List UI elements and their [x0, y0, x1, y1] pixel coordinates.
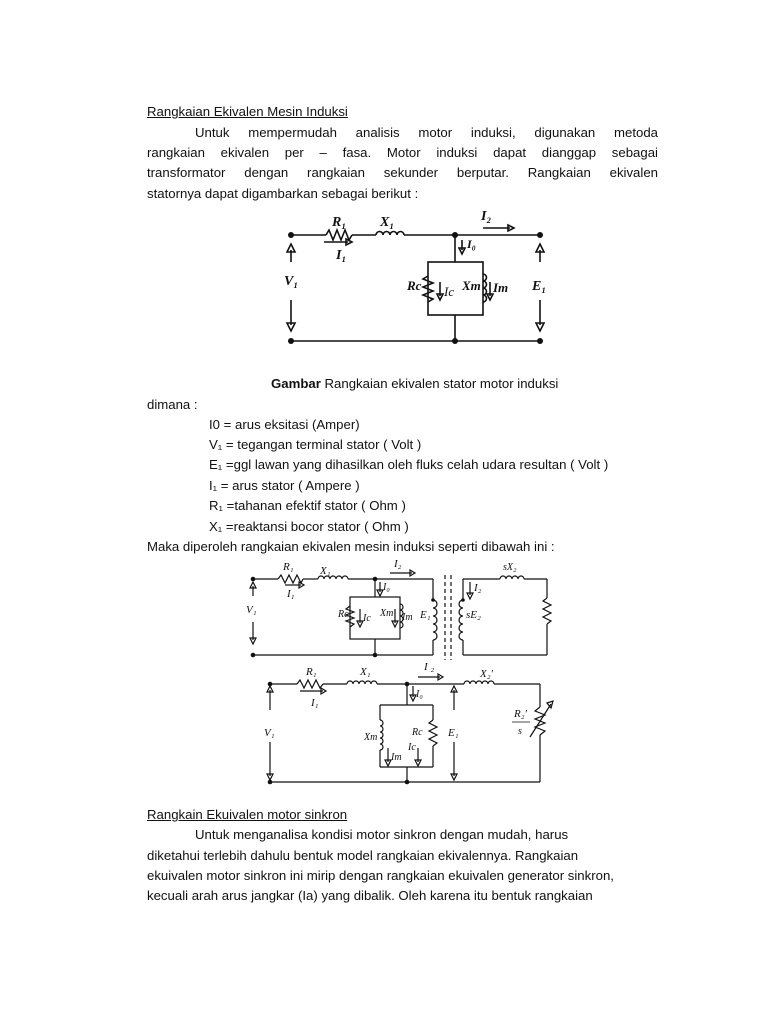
label-i0: I₀ [383, 582, 390, 593]
definition-item-v1: V₁ = tegangan terminal stator ( Volt ) [209, 437, 422, 452]
paragraph2-line-2: diketahui terlebih dahulu bentuk model rangkaian ekivalennya. Rangkaian [147, 848, 579, 863]
label-x2: X₂' [480, 668, 493, 680]
label-i0: I₀ [416, 689, 423, 700]
label-ic: Ic [363, 613, 371, 624]
label-se2: sE₂ [466, 609, 481, 621]
label-x1: X₁ [320, 565, 331, 577]
definition-item-i0: I0 = arus eksitasi (Amper) [209, 417, 360, 432]
label-e1: E₁ [448, 727, 459, 739]
section-heading-induksi: Rangkaian Ekivalen Mesin Induksi [147, 104, 348, 119]
label-im: Im [402, 612, 413, 623]
label-i1: I₁ [311, 697, 319, 709]
label-v1: V₁ [284, 274, 299, 289]
label-i2: I ₂ [424, 661, 435, 673]
label-ic: Ic [444, 284, 455, 299]
label-i0: I₀ [467, 237, 476, 251]
caption-text: Rangkaian ekivalen stator motor induksi [320, 376, 559, 391]
paragraph-line-4: statornya dapat digambarkan sebagai berikut : [147, 186, 419, 201]
label-sx2: sX₂ [503, 562, 517, 573]
label-x1: X₁ [360, 666, 371, 678]
label-r1: R₁ [306, 666, 317, 678]
paragraph2-line-4: kecuali arah arus jangkar (Ia) yang dibalik. Oleh karena itu bentuk rangkaian [147, 888, 593, 903]
label-r1: R₁ [332, 215, 347, 230]
label-ic: Ic [408, 742, 416, 753]
paragraph-line-3: transformator dengan rangkaian sekunder berputar. Rangkaian ekivalen [147, 165, 658, 180]
paragraph2-line-1: Untuk menganalisa kondisi motor sinkron dengan mudah, harus [195, 827, 569, 842]
paragraph2-line-3: ekuivalen motor sinkron ini mirip dengan rangkaian ekuivalen generator sinkron, [147, 868, 614, 883]
definition-item-x1: X₁ =reaktansi bocor stator ( Ohm ) [209, 519, 409, 534]
label-i2-secondary: I₂ [474, 582, 482, 594]
definition-item-e1: E₁ =ggl lawan yang dihasilkan oleh fluks celah udara resultan ( Volt ) [209, 457, 609, 472]
label-xm: Xm [364, 732, 378, 743]
label-e1: E₁ [420, 609, 431, 621]
label-im: Im [391, 752, 402, 763]
label-i1: I₁ [336, 248, 347, 263]
definitions-outro: Maka diperoleh rangkaian ekivalen mesin induksi seperti dibawah ini : [147, 539, 555, 554]
label-e1: E₁ [532, 279, 547, 294]
label-x1: X₁ [380, 215, 395, 230]
section-heading-sinkron: Rangkain Ekuivalen motor sinkron [147, 807, 348, 822]
paragraph-line-1: Untuk mempermudah analisis motor induksi, digunakan metoda [195, 125, 658, 140]
definition-item-r1: R₁ =tahanan efektif stator ( Ohm ) [209, 498, 406, 513]
label-s: s [518, 726, 522, 737]
label-i2: I₂ [481, 209, 492, 224]
label-xm: Xm [380, 608, 394, 619]
label-v1: V₁ [264, 727, 275, 739]
paragraph-line-2: rangkaian ekivalen per – fasa. Motor induksi dapat dianggap sebagai [147, 145, 658, 160]
label-i1: I₁ [287, 588, 295, 600]
definition-item-i1: I₁ = arus stator ( Ampere ) [209, 478, 360, 493]
label-rc: Rc [412, 727, 423, 738]
label-v1: V₁ [246, 604, 257, 616]
label-xm: Xm [462, 278, 481, 293]
definitions-intro: dimana : [147, 397, 198, 412]
label-r1: R₁ [283, 561, 294, 573]
label-rc: Rc [407, 278, 422, 293]
label-rc: Rc [338, 609, 349, 620]
caption-bold: Gambar [271, 376, 321, 391]
label-r2: R₂' [514, 708, 527, 720]
label-im: Im [493, 280, 509, 295]
label-i2: I₂ [394, 558, 402, 570]
